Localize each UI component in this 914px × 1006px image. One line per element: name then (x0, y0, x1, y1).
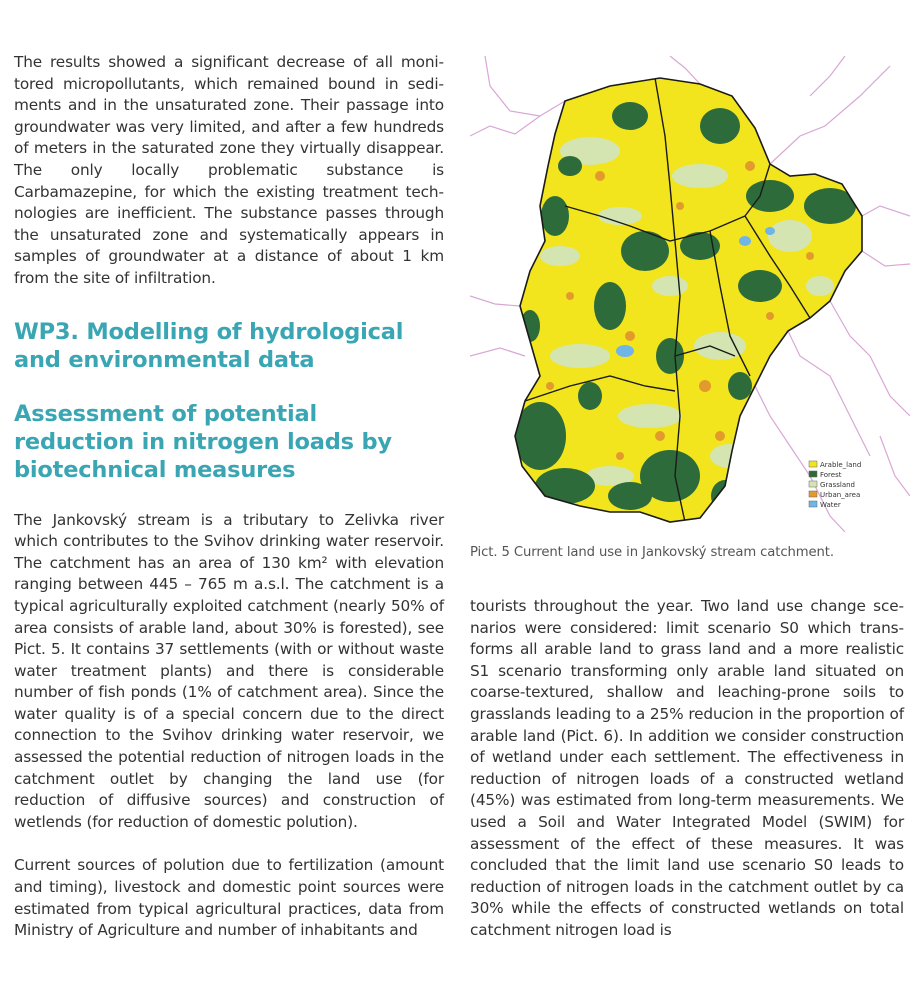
legend-swatch-arable (809, 461, 817, 467)
paragraph-jankovsky: The Jankovský stream is a tributary to Zelivka river which contributes to the Svihov drinking water reservoir. The catchment has an area of 130 km² with elevation ranging between 445 – 765 m a.s.l. The catchment is a typical agriculturally exploited catchment (nearly 50% of area consists of arable land, about 30% is forested), see Pict. 5. It contains 37 settlements (with or without waste water treatment plants) and there is considerable number of fish ponds (1% of catchment area). Since the water quality is of a special concern due to the direct connection to the Svihov drinking water reservoir, we assessed the potential reduction of nitrogen loads in the catchment outlet by changing the land use (for reduction of diffusive sources) and construction of wetlends (for reduction of domestic polution). (14, 510, 444, 831)
legend-label-grassland: Grassland (820, 481, 855, 489)
legend-label-arable: Arable_land (820, 461, 862, 469)
land-use-map-figure (470, 56, 910, 532)
paragraph-results: The results showed a significant decrease of all monitored micropollutants, which remained bound in sediments and in the unsaturated zone. Their passage into groundwater was very limited, and after a few hundreds of meters in the saturated zone they virtually disappear. The only locally problematic substance is Carbamazepine, for which the existing treatment technologies are inefficient. The substance passes through the unsaturated zone and systematically appears in samples of groundwater at a distance of about 1 km from the site of infiltration. (14, 53, 444, 287)
heading-wp3: WP3. Modelling of hydrological and environmental data (14, 318, 404, 373)
land-use-map (470, 56, 910, 532)
legend-swatch-grassland (809, 481, 817, 487)
legend-swatch-urban (809, 491, 817, 497)
legend-label-urban: Urban_area (820, 491, 861, 499)
legend-swatch-water (809, 501, 817, 507)
legend-swatch-forest (809, 471, 817, 477)
legend-label-water: Water (820, 501, 841, 509)
legend-label-forest: Forest (820, 471, 842, 479)
map-legend (809, 461, 861, 509)
paragraph-sources: Current sources of polution due to fertilization (amount and timing), livestock and domestic point sources were estimated from typical agricultural practices, data from Ministry of Agriculture and number of inhabitants and (14, 856, 444, 940)
figure-caption: Pict. 5 Current land use in Jankovský stream catchment. (470, 545, 834, 560)
paragraph-scenarios: tourists throughout the year. Two land use change scenarios were considered: limit scenario S0 which transforms all arable land to grass land and a more realistic S1 scenario transforming only arable land situated on coarse-textured, shallow and leaching-prone soils to grasslands leading to a 25% reducion in the proportion of arable land (Pict. 6). In addition we consider construction of wetland under each settlement. The effectiveness in reduction of nitrogen loads of a constructed wetland (45%) was estimated from long-term measurements. We used a Soil and Water Integrated Model (SWIM) for assessment of the effect of these measures. It was concluded that the limit land use scenario S0 leads to reduction of nitrogen loads in the catchment outlet by ca 30% while the effects of constructed wetlands on total catchment nitrogen load is (470, 597, 904, 939)
heading-assessment: Assessment of potential reduction in nitrogen loads by biotechnical measures (14, 400, 392, 483)
left-column (14, 52, 444, 942)
right-column (470, 596, 904, 942)
